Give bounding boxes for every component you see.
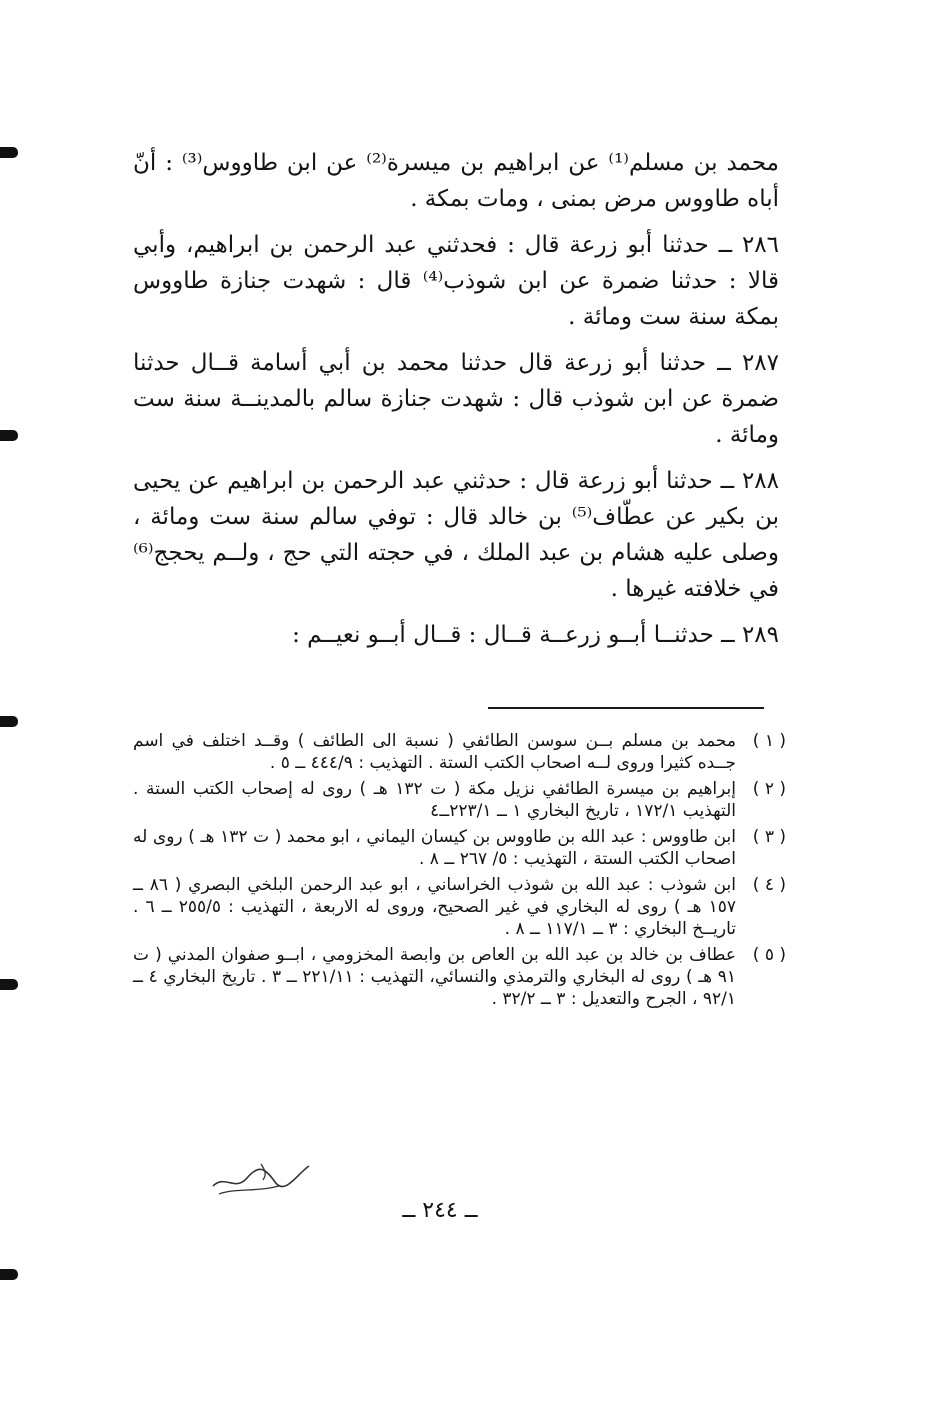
- footnote-text: ابن شوذب : عبد الله بن شوذب الخراساني ، ابو عبد الرحمن البلخي البصري ( ٨٦ ــ ١٥٧ هـ ) روى له البخاري في غير الصحيح، وروى له الاربعة ، التهذيب : ٢٥٥/٥ ــ ٦ . تاريــخ البخاري : ٣ ــ ١١٧/١ ــ ٨ .: [133, 875, 736, 939]
- page-number: ــ ٢٤٤ ــ: [402, 1198, 478, 1223]
- footnote-number: ( ٤ ): [752, 875, 786, 895]
- scan-edge-mark: [0, 716, 18, 727]
- main-text: [133, 145, 779, 663]
- handwritten-signature: [205, 1156, 315, 1198]
- scan-edge-mark: [0, 1269, 18, 1280]
- footnote-text: ابن طاووس : عبد الله بن طاووس بن كيسان اليماني ، ابو محمد ( ت ١٣٢ هـ ) روى له اصحاب الكتب الستة ، التهذيب : ٥/ ٢٦٧ ــ ٨ .: [133, 827, 736, 869]
- footnote: [133, 730, 786, 774]
- footnote-number: ( ٥ ): [752, 945, 786, 965]
- footnote: [133, 778, 786, 822]
- paragraph-289: ٢٨٩ ــ حدثنــا أبــو زرعــة قــال : قــال أبــو نعيــم :: [292, 622, 779, 648]
- footnotes: [133, 730, 786, 1014]
- paragraph: محمد بن مسلم⁽¹⁾ عن ابراهيم بن ميسرة⁽²⁾ عن ابن طاووس⁽³⁾ : أنّ أباه طاووس مرض بمنى ، ومات بمكة .: [133, 150, 779, 212]
- scan-edge-mark: [0, 147, 18, 158]
- footnote-text: إبراهيم بن ميسرة الطائفي نزيل مكة ( ت ١٣٢ هـ ) روى له إصحاب الكتب الستة . التهذيب ١٧٢/١ ، تاريخ البخاري ١ ــ ٢٢٣/١ــ٤: [133, 779, 736, 821]
- paragraph-288: ٢٨٨ ــ حدثنا أبو زرعة قال : حدثني عبد الرحمن بن ابراهيم عن يحيى بن بكير عن عطّاف⁽⁵⁾ بن خالد قال : توفي سالم سنة ست ومائة ، وصلى عليه هشام بن عبد الملك ، في حجته التي حج ، ولــم يحجج⁽⁶⁾ في خلافته غيرها .: [133, 468, 779, 602]
- footnote-text: عطاف بن خالد بن عبد الله بن العاص بن وابصة المخزومي ، ابــو صفوان المدني ( ت ٩١ هـ ) روى له البخاري والترمذي والنسائي، التهذيب : ٢٢١/١١ ــ ٣ . تاريخ البخاري ٤ ــ ٩٢/١ ، الجرح والتعديل : ٣ ــ ٣٢/٢ .: [133, 945, 736, 1009]
- footnote-number: ( ١ ): [752, 731, 786, 751]
- footnote: [133, 826, 786, 870]
- scan-edge-mark: [0, 430, 18, 441]
- footnote-number: ( ٢ ): [752, 779, 786, 799]
- paragraph-287: ٢٨٧ ــ حدثنا أبو زرعة قال حدثنا محمد بن أبي أسامة قــال حدثنا ضمرة عن ابن شوذب قال : شهدت جنازة سالم بالمدينــة سنة ست ومائة .: [133, 350, 779, 448]
- footnote: [133, 874, 786, 940]
- footnote-text: محمد بن مسلم بــن سوسن الطائفي ( نسبة الى الطائف ) وقــد اختلف في اسم جــده كثيرا وروى لــه اصحاب الكتب الستة . التهذيب : ٤٤٤/٩ ــ ٥ .: [133, 731, 736, 773]
- footnote-separator: [488, 707, 764, 709]
- footnote: [133, 944, 786, 1010]
- footnote-number: ( ٣ ): [752, 827, 786, 847]
- paragraph-286: ٢٨٦ ــ حدثنا أبو زرعة قال : فحدثني عبد الرحمن بن ابراهيم، وأبي قالا : حدثنا ضمرة عن ابن شوذب⁽⁴⁾ قال : شهدت جنازة طاووس بمكة سنة ست ومائة .: [133, 232, 779, 330]
- scan-edge-mark: [0, 979, 18, 990]
